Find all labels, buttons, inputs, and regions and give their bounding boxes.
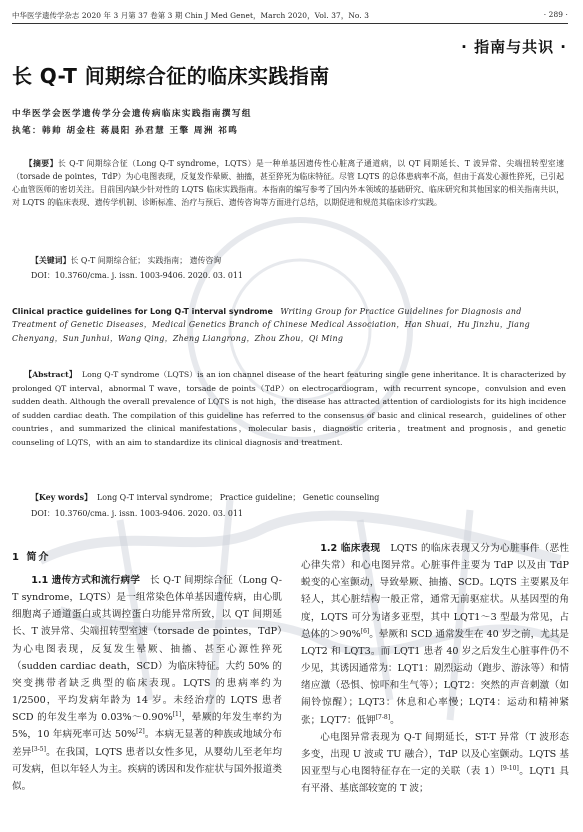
subsection-1-1-text-d: 。在我国，LQTS 患者以女性多见，从婴幼儿至老年均可发病，但以年轻人为主。疾病的诱因和发作症状与国外报道类似。 <box>12 746 283 792</box>
english-abstract-label: 【Abstract】 <box>24 370 77 379</box>
chinese-keywords <box>31 255 221 266</box>
chinese-abstract <box>12 157 564 209</box>
english-abstract-text: Long Q-T syndrome（LQTS）is an ion channel disease of the heart featuring single gene inheritance. It is characterized by prolonged QT interval，abnormal T wave，torsade de points（TdP）on electrocardiogram，with recurrent syncope，convulsion and even sudden death. Although the overall prevalence of LQTS is not high，the disease has attracted attention of cardiologists for its high incidence of sudden cardiac death. The compilation of this guideline has referred to the consensus of basic and clinical research，guidelines of other countries，and summarized the clinical manifestations，molecular basis，diagnostic criteria，treatment and prognosis，and genetic counseling of LQTS，with an aim to standardize its clinical diagnosis and treatment. <box>12 370 567 447</box>
citation: [3-5] <box>31 745 46 753</box>
author-organization: 中华医学会医学遗传学分会遗传病临床实践指南撰写组 <box>12 109 252 119</box>
header-divider <box>12 23 568 24</box>
citation: [9-10] <box>500 764 519 772</box>
subsection-1-1-text-b: ，晕厥的年发生率约为 5%，10 年病死率可达 50% <box>12 712 282 741</box>
header-page-number: · 289 · <box>543 10 568 19</box>
body-column-left <box>12 572 282 795</box>
paragraph-ecg-text-b: 。LQT1 具有平滑、基底部较宽的 T 波； <box>301 766 569 795</box>
english-keywords-label: 【Key words】 <box>31 493 92 502</box>
paragraph-ecg-text-a: 心电图异常表现为 Q-T 间期延长，ST-T 异常（T 波形态多变，出现 U 波或 TU 融合），TdP 以及心室颤动。LQTS 基因亚型与心电图特征存在一定的关联（表 1） <box>301 731 569 778</box>
subsection-1-2-text-c: 。 <box>390 714 400 726</box>
citation: [7-8] <box>375 713 391 721</box>
citation: [6] <box>360 627 370 635</box>
citation: [2] <box>136 728 145 736</box>
citation: [1] <box>172 711 182 719</box>
subsection-1-2-heading: 1.2 临床表现 <box>320 543 381 554</box>
english-authors: Writing Group for Practice Guidelines for Diagnosis and Treatment of Genetic Diseases，Medical Genetics Branch of Chinese Medical Association，Han Shuai，Hu Jinzhu，Jiang Chenyang，Sun Junhui，Wang Qing，Zheng Liangrong，Zhou Zhou，Qi Ming <box>12 307 530 343</box>
subsection-1-2-text-a: LQTS 的临床表现又分为心脏事件（恶性心律失常）和心电图异常。心脏事件主要为 TdP 以及由 TdP 蜕变的心室颤动，导致晕厥、抽搐、SCD。LQTS 主要累及年轻人，其心脏结构一般正常，通常无前驱症状。从基因型的角度，LQTS 可分为诸多亚型，其中 LQT1～3 型最为常见，占总体的＞90% <box>301 543 569 640</box>
english-title-block <box>12 305 566 345</box>
keywords-label: 【关键词】 <box>31 256 71 265</box>
english-doi: DOI：10.3760/cma. j. issn. 1003-9406. 2020. 03. 011 <box>31 509 243 518</box>
subsection-1-2-text-b: 。晕厥和 SCD 通常发生在 40 岁之前，尤其是 LQT2 和 LQT3。而 LQT1 患者 40 岁之后发生心脏事件仍不少见，其诱因通常为：LQT1：剧烈运动（跑步、游泳等）和情绪应激（恐惧、惊吓和生气等）；LQT2：突然的声音刺激（如闹铃惊醒）；LQT3：休息和心率慢；LQT4：运动和精神紧张；LQT7：低钾 <box>301 628 570 726</box>
header-journal-info: 中华医学遗传学杂志 2020 年 3 月第 37 卷第 3 期 Chin J Med Genet，March 2020，Vol. 37，No. 3 <box>12 11 370 20</box>
english-title: Clinical practice guidelines for Long Q-T interval syndrome <box>12 307 273 316</box>
english-keywords-text: Long Q-T interval syndrome； Practice guideline； Genetic counseling <box>97 493 380 502</box>
english-abstract <box>12 368 566 449</box>
section-heading: 1 简介 <box>12 552 51 563</box>
abstract-text: 长 Q-T 间期综合征（Long Q-T syndrome，LQTS）是一种单基因遗传性心脏离子通道病，以 QT 间期延长、T 波异常、尖端扭转型室速（torsade de pointes，TdP）为心电图表现，反复发作晕厥、抽搐，甚至猝死为临床特征。尽管 LQTS 的总体患病率不高，但由于高发心源性猝死，已引起心血管医师的密切关注。目前国内缺少针对性的 LQTS 临床实践指南。本指南的编写参考了国内外本领域的基础研究、临床研究和其他国家的相关指南共识，对 LQTS 的临床表现、遗传学机制、诊断标准、治疗与预后、遗传咨询等方面进行总结，以期促进和规范其临床诊疗实践。 <box>12 159 564 208</box>
subsection-1-1-heading: 1.1 遗传方式和流行病学 <box>31 575 141 586</box>
article-title: 长 Q-T 间期综合征的临床实践指南 <box>12 64 330 88</box>
subsection-1-1-text-a: 长 Q-T 间期综合征（Long Q-T syndrome，LQTS）是一组常染色体单基因遗传病，由心肌细胞离子通道蛋白或其调控蛋白功能异常所致，以 QT 间期延长、T 波异常、尖端扭转型室速（torsade de pointes，TdP）为心电图表现，反复发生晕厥、抽搐、甚至心源性猝死（sudden cardiac death，SCD）为临床特征。大约 50% 的突变携带者缺乏典型的临床表现。LQTS 的患病率约为 1/2500，平均发病年龄为 14 岁。未经治疗的 LQTS 患者 SCD 的年发生率为 0.03%～0.90% <box>12 575 282 724</box>
body-column-right <box>301 540 569 797</box>
running-header <box>12 8 568 22</box>
keywords-text: 长 Q-T 间期综合征； 实践指南； 遗传咨询 <box>70 256 222 265</box>
abstract-label: 【摘要】 <box>24 159 58 168</box>
subsection-1-1-text-c: 。本病无显著的种族或地域分布差异 <box>12 729 283 758</box>
chinese-doi: DOI：10.3760/cma. j. issn. 1003-9406. 2020. 03. 011 <box>31 271 243 280</box>
english-keywords <box>31 492 379 503</box>
column-label: · 指南与共识 · <box>461 38 567 56</box>
author-list: 执笔：韩帅 胡金柱 蒋晨阳 孙君慧 王擎 周洲 祁鸣 <box>12 126 239 136</box>
